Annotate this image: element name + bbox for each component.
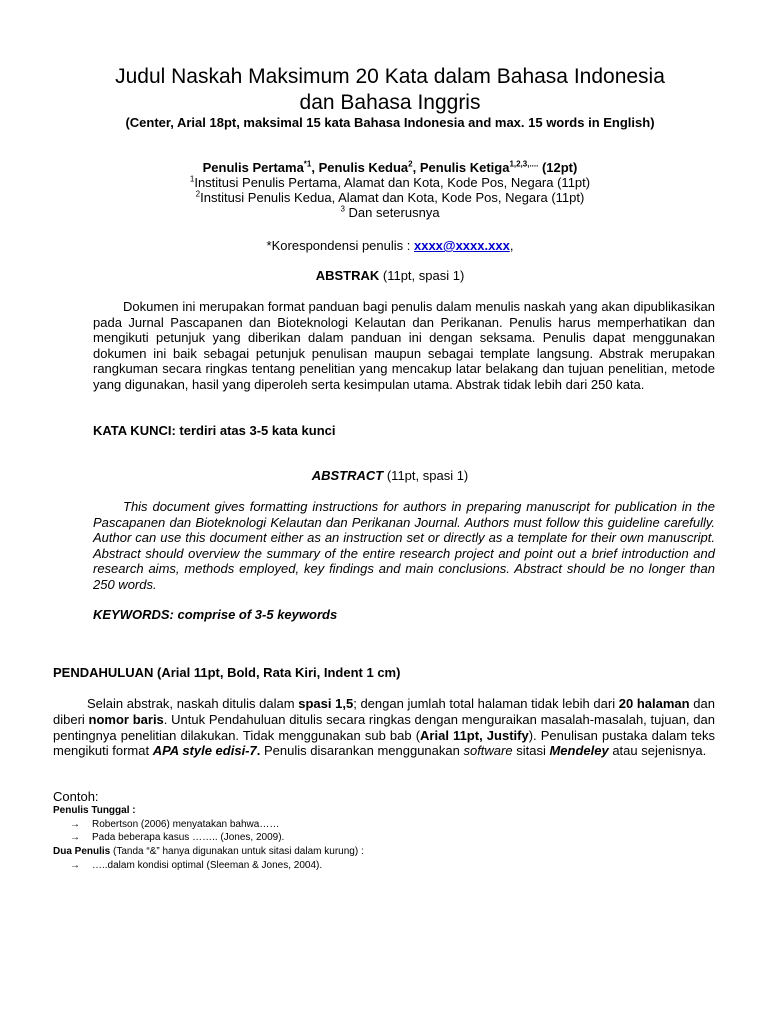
abstrak-heading-label: ABSTRAK <box>315 268 380 283</box>
kata-kunci: KATA KUNCI: terdiri atas 3-5 kata kunci <box>93 423 336 438</box>
example-dual-item <box>53 859 715 872</box>
title-format-note: (Center, Arial 18pt, maksimal 15 kata Bahasa Indonesia and max. 15 words in English) <box>125 115 655 130</box>
correspondence-label: *Korespondensi penulis : <box>266 238 414 253</box>
contoh-label: Contoh: <box>53 789 99 804</box>
arrow-icon: → <box>70 819 80 830</box>
abstract-body: This document gives formatting instructions for authors in preparing manuscript for publication in the Pascapanen dan Bioteknologi Kelautan dan Perikanan Journal. Authors must follow this guideline carefully. Author can use this document either as an instruction set or directly as a template for their own manuscript. Abstract should overview the summary of the entire research project and point out a brief introduction and research aims, methods employed, key findings and main conclusions. Abstract should be no longer than 250 words. <box>93 499 715 592</box>
intro-text-6: Penulis disarankan menggunakan <box>260 743 464 759</box>
pendahuluan-paragraph <box>53 696 715 759</box>
title-line-1: Judul Naskah Maksimum 20 Kata dalam Bahasa Indonesia <box>115 65 665 88</box>
institution-1-sup: 1 <box>189 174 195 184</box>
intro-apa-style: APA style edisi-7 <box>152 743 257 759</box>
correspondence-line <box>40 238 740 253</box>
institution-2-text: Institusi Penulis Kedua, Alamat dan Kota, Kode Pos, Negara (11pt) <box>200 190 585 205</box>
author-block <box>40 160 740 220</box>
correspondence-trail: , <box>509 238 514 253</box>
abstrak-body: Dokumen ini merupakan format panduan bagi penulis dalam menulis naskah yang akan dipublikasikan pada Jurnal Pascapanen dan Bioteknologi Kelautan dan Perikanan. Penulis harus memperhatikan dan mengikuti petunjuk yang diberikan dalam panduan ini dengan seksama. Penulis dapat menggunakan dokumen ini baik sebagai petunjuk penulisan maupun sebagai template langsung. Abstrak merupakan rangkuman secara ringkas tentang penelitian yang mencakup latar belakang dan tujuan penelitian, metode yang digunakan, hasil yang diperoleh serta kesimpulan utama. Abstrak tidak lebih dari 250 kata. <box>93 299 715 392</box>
example-single-item <box>53 818 715 831</box>
paper-title <box>60 64 720 116</box>
example-single-item-text: Pada beberapa kasus …….. (Jones, 2009). <box>92 832 285 843</box>
example-dual-heading-note: (Tanda “&” hanya digunakan untuk sitasi dalam kurung) : <box>110 846 364 857</box>
example-single-item-text: Robertson (2006) menyatakan bahwa…… <box>92 819 280 830</box>
author-1: Penulis Pertama <box>202 160 304 175</box>
intro-text-5: ). Penulisan pustaka dalam teks mengikuti format <box>53 727 715 759</box>
institution-3-sup: 3 <box>340 204 345 214</box>
intro-text-7: sitasi <box>512 743 550 759</box>
intro-text-3: dan diberi <box>53 696 715 727</box>
title-line-2: dan Bahasa Inggris <box>299 91 481 114</box>
arrow-icon: → <box>70 860 80 871</box>
author-3: , Penulis Ketiga <box>412 160 510 175</box>
example-dual-heading-bold: Dua Penulis <box>53 846 111 857</box>
keywords: KEYWORDS: comprise of 3-5 keywords <box>93 607 338 622</box>
example-dual-heading <box>53 845 715 858</box>
example-single-heading: Penulis Tunggal : <box>53 805 136 816</box>
intro-text-2: ; dengan jumlah total halaman tidak lebih dari <box>353 696 619 711</box>
intro-text-4: . Untuk Pendahuluan ditulis secara ringkas dengan menguraikan masalah-masalah, tujuan, dan pentingnya penelitian dilakukan. Tidak menggunakan sub bab ( <box>53 711 715 743</box>
example-dual-item-text: …..dalam kondisi optimal (Sleeman & Jones, 2004). <box>92 860 323 871</box>
intro-text-1: Selain abstrak, naskah ditulis dalam <box>87 696 299 711</box>
section-heading-pendahuluan: PENDAHULUAN (Arial 11pt, Bold, Rata Kiri, Indent 1 cm) <box>53 665 401 680</box>
institution-3 <box>40 205 740 220</box>
institution-1 <box>40 175 740 190</box>
intro-bold-nomor-baris: nomor baris <box>88 711 164 727</box>
arrow-icon: → <box>70 832 80 843</box>
institution-1-text: Institusi Penulis Pertama, Alamat dan Kota, Kode Pos, Negara (11pt) <box>194 175 591 190</box>
author-2-sup: 2 <box>408 159 413 169</box>
abstrak-heading <box>40 268 740 283</box>
author-3-sup: 1,2,3,.... <box>509 159 539 169</box>
abstrak-heading-note: (11pt, spasi 1) <box>379 268 465 283</box>
author-names <box>40 160 740 175</box>
author-size-note: (12pt) <box>538 160 578 175</box>
intro-bold-halaman: 20 halaman <box>618 696 690 711</box>
institution-2-sup: 2 <box>195 189 201 199</box>
intro-bold-arial: Arial 11pt, Justify <box>420 727 529 743</box>
abstract-heading <box>40 468 740 483</box>
abstract-heading-label: ABSTRACT <box>311 468 384 483</box>
abstract-heading-note: (11pt, spasi 1) <box>383 468 469 483</box>
example-single-item <box>53 831 715 844</box>
intro-bold-period: . <box>256 743 261 759</box>
correspondence-email-link[interactable]: xxxx@xxxx.xxx <box>413 238 510 253</box>
intro-italic-software: software <box>463 743 513 759</box>
intro-text-8: atau sejenisnya. <box>608 743 707 759</box>
author-2: , Penulis Kedua <box>311 160 409 175</box>
institution-2 <box>40 190 740 205</box>
author-1-sup: *1 <box>303 159 312 169</box>
intro-bold-spasi: spasi 1,5 <box>298 696 354 711</box>
intro-mendeley: Mendeley <box>549 743 609 759</box>
institution-3-text: Dan seterusnya <box>344 205 440 220</box>
